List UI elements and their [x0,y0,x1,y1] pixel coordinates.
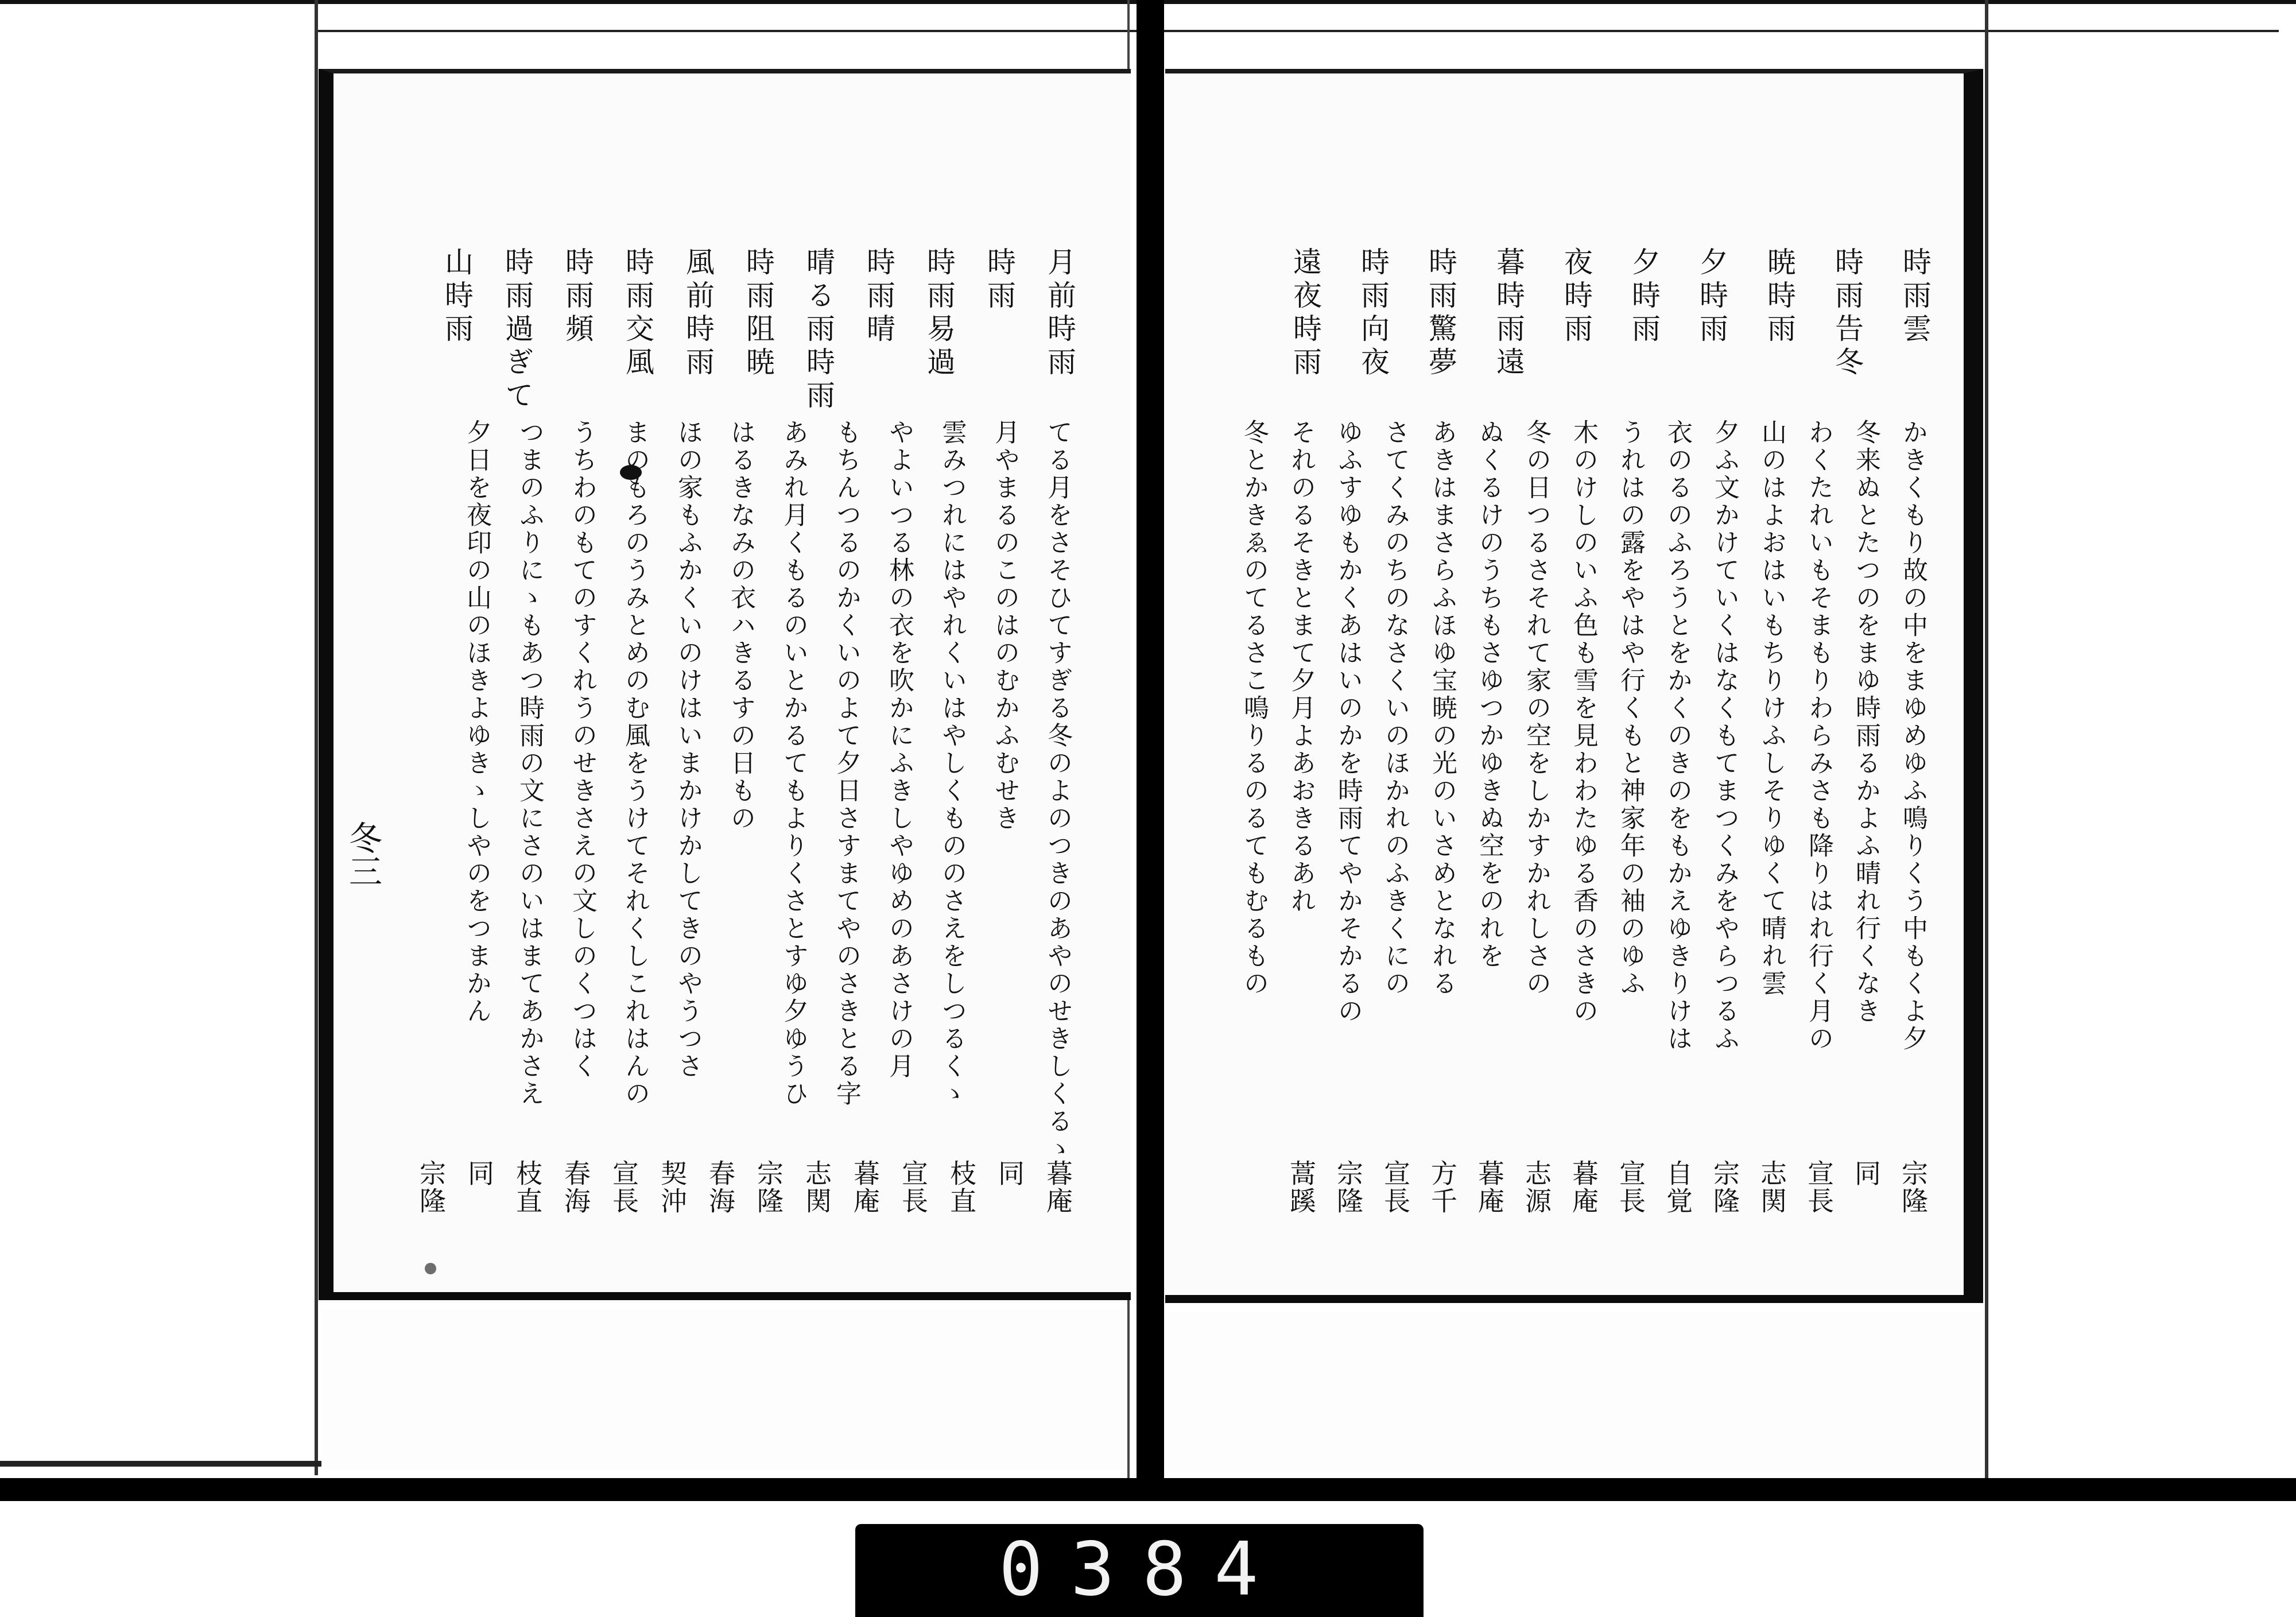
poem-author: 宣長 [1380,1160,1411,1215]
poem-author: 宣長 [898,1160,929,1215]
poem-author: 宗隆 [1898,1160,1929,1215]
right-page-lower-margin [1166,1312,1981,1472]
poem-verse: 夕ふ文かけていくはなくもてまつくみをやらつるふ [1710,419,1739,1053]
poem-verse: さてくみのちのなさくいのほかれのふきくにの [1380,419,1410,998]
poem-author: 春海 [705,1160,736,1215]
poem-author: 志源 [1521,1160,1552,1215]
frame-counter: 0384 [999,1527,1286,1612]
poem-heading: 時雨 [983,247,1016,313]
poem-verse: 冬とかきゑのてるさこ鳴りるのるてもむるもの [1239,419,1269,998]
poem-heading: 山時雨 [440,247,474,347]
poem-author: 宗隆 [416,1160,447,1215]
poem-verse: まのもろのうみとめのむ風をうけてそれくしこれはんの [620,419,650,1108]
poem-verse: それのるそきとまて夕月よあおきるあれ [1286,419,1316,915]
ink-speck [425,1263,436,1274]
poem-author: 枝直 [512,1160,543,1215]
poem-author: 同 [464,1160,495,1187]
poem-author: 契沖 [657,1160,688,1215]
poem-author: 暮庵 [1568,1160,1599,1215]
poem-author: 枝直 [946,1160,977,1215]
poem-author: 暮庵 [1042,1160,1073,1215]
poem-heading: 夜時雨 [1560,247,1593,347]
poem-heading: 風前時雨 [681,247,715,380]
poem-author: 同 [994,1160,1025,1187]
poem-heading: 時雨過ぎて [501,247,534,413]
poem-heading: 時雨驚夢 [1424,247,1457,380]
poem-verse: もちんつるのかくいのよて夕日さすまてやのさきとる字 [832,419,861,1108]
poem-heading: 夕時雨 [1627,247,1661,347]
poem-verse: 夕日を夜印の山のほきよゆきゝしやのをつまかん [462,419,491,1025]
poem-heading: 時雨向夜 [1356,247,1390,380]
poem-verse: つまのふりにゝもあつ時雨の文にさのいはまてあかさえ [515,419,544,1108]
poem-author: 春海 [560,1160,591,1215]
poem-verse: うちわのもてのすくれうのせきさえの文しのくつはく [568,419,597,1080]
poem-verse: 木のけしのいふ色も雪を見わわたゆる香のさきの [1569,419,1598,1025]
poem-author: 方千 [1427,1160,1458,1215]
poem-verse: かきくもり故の中をまゆめゆふ鳴りくう中もくよ夕 [1898,419,1927,1053]
top-frame-line-2 [316,30,2279,32]
poem-verse: ゆふすゆもかくあはいのかを時雨てやかそかるの [1333,419,1363,1025]
folio-label: 冬三 [343,821,382,887]
poem-heading: 暮時雨遠 [1492,247,1525,380]
poem-heading: 時雨雲 [1898,247,1932,347]
poem-author: 志関 [801,1160,832,1215]
poem-verse: 冬の日つるさそれて家の空をしかすかれしさの [1522,419,1551,998]
right-frame-edge [1985,0,1988,1492]
poem-verse: 山のはよおはいもちりけふしそりゆくて晴れ雲 [1757,419,1786,998]
poem-verse: ぬくるけのうちもさゆつかゆきぬ空をのれを [1475,419,1504,970]
poem-heading: 時雨告冬 [1830,247,1864,380]
poem-heading: 月前時雨 [1043,247,1076,380]
book-gutter [1137,0,1164,1492]
bottom-frame-thin [0,1461,321,1467]
poem-author: 宣長 [608,1160,639,1215]
poem-heading: 時雨晴 [862,247,895,347]
poem-verse: わくたれいもそまもりわらみさも降りはれ行く月の [1804,419,1833,1053]
poem-author: 宗隆 [1709,1160,1740,1215]
poem-verse: はるきなみの衣ハきるすの日もの [726,419,755,832]
poem-heading: 暁時雨 [1763,247,1796,347]
poem-author: 蒿蹊 [1286,1160,1317,1215]
poem-author: 暮庵 [1474,1160,1505,1215]
poem-heading: 時雨頻 [561,247,594,347]
poem-author: 宣長 [1615,1160,1646,1215]
poem-author: 宗隆 [753,1160,784,1215]
poem-heading: 遠夜時雨 [1289,247,1322,380]
poem-verse: うれはの露をやはや行くもと神家年の袖のゆふ [1616,419,1645,998]
poem-author: 志関 [1756,1160,1787,1215]
poem-author: 自覚 [1662,1160,1693,1215]
poem-verse: あみれ月くもるのいとかるてもよりくさとすゆ夕ゆうひ [779,419,808,1108]
bottom-frame-band [0,1478,2296,1501]
poem-verse: 冬来ぬとたつのをまゆ時雨るかよふ晴れ行くなき [1851,419,1880,1025]
poem-author: 同 [1851,1160,1882,1187]
poem-heading: 時雨交風 [621,247,654,380]
poem-author: 暮庵 [850,1160,881,1215]
poem-verse: 雲みつれにはやれくいはやしくもののさえをしつるくゝ [937,419,967,1108]
poem-author: 宗隆 [1333,1160,1364,1215]
left-frame-edge [315,0,318,1475]
poem-verse: ほの家もふかくいのけはいまかけかしてきのやうつさ [673,419,703,1080]
poem-verse: てる月をさそひてすぎる冬のよのつきのあやのせきしくるゝ [1043,419,1072,1163]
poem-verse: あきはまさらふほゆ宝暁の光のいさめとなれる [1428,419,1457,998]
poem-author: 宣長 [1804,1160,1835,1215]
poem-verse: やよいつる林の衣を吹かにふきしやゆめのあさけの月 [885,419,914,1080]
poem-verse: 衣のるのふろうとをかくのきのをもかえゆきりけは [1663,419,1692,1053]
poem-heading: 時雨阻暁 [742,247,775,380]
poem-heading: 時雨易過 [922,247,956,380]
poem-heading: 夕時雨 [1695,247,1728,347]
poem-heading: 晴る雨時雨 [802,247,835,413]
poem-verse: 月やまるのこのはのむかふむせき [990,419,1019,832]
left-page-lower-margin [321,1309,1125,1469]
